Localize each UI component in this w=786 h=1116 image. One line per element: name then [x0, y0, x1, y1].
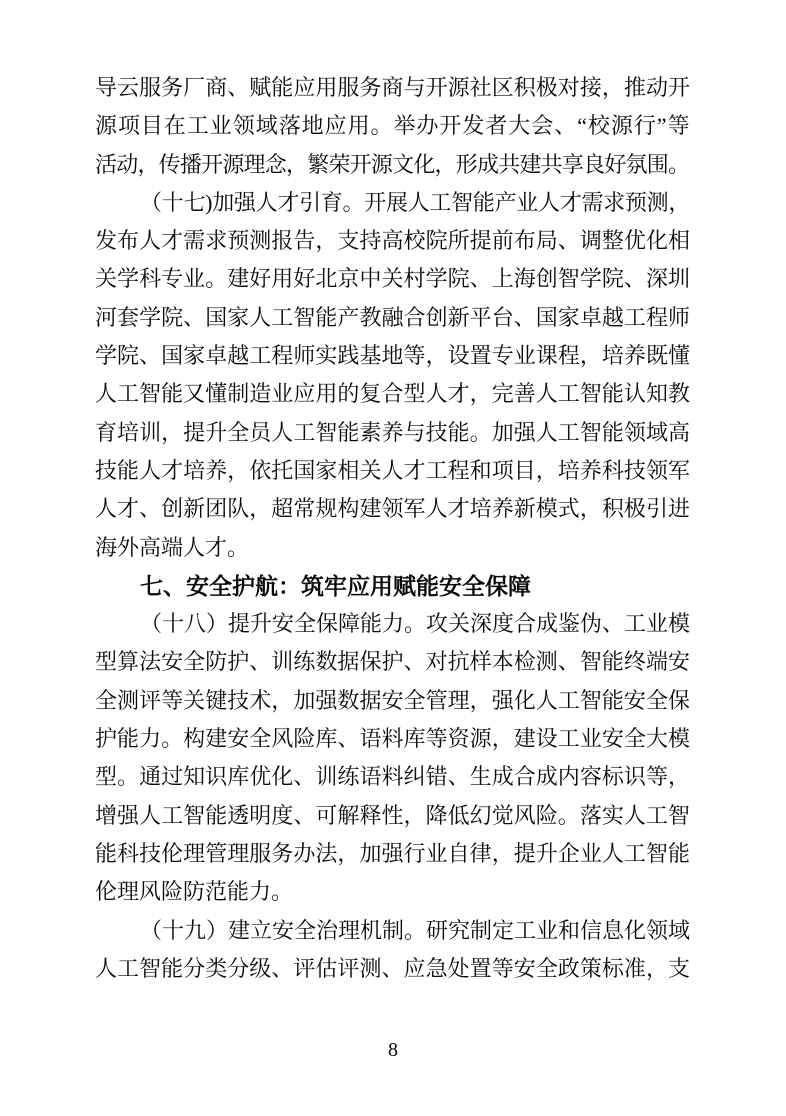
section-heading: 七、安全护航：筑牢应用赋能安全保障: [140, 572, 531, 599]
text-line: 能科技伦理管理服务办法，加强行业自律，提升企业人工智能: [95, 840, 691, 866]
text-line: 海外高端人才。: [95, 534, 250, 560]
text-line: 护能力。构建安全风险库、语料库等资源，建设工业安全大模: [95, 726, 691, 752]
text-line: 发布人才需求预测报告，支持高校院所提前布局、调整优化相: [95, 228, 691, 254]
text-line: （十九）建立安全治理机制。研究制定工业和信息化领域: [140, 917, 691, 943]
text-line: 技能人才培养，依托国家相关人才工程和项目，培养科技领军: [95, 457, 691, 483]
text-line: 伦理风险防范能力。: [95, 879, 294, 905]
text-line: 人工智能分类分级、评估评测、应急处置等安全政策标准，支: [95, 955, 691, 981]
text-line: 河套学院、国家人工智能产教融合创新平台、国家卓越工程师: [95, 304, 691, 330]
text-line: 育培训，提升全员人工智能素养与技能。加强人工智能领域高: [95, 419, 691, 445]
text-line: 型。通过知识库优化、训练语料纠错、生成合成内容标识等，: [95, 764, 691, 790]
text-line: 关学科专业。建好用好北京中关村学院、上海创智学院、深圳: [95, 266, 691, 292]
text-line: （十七)加强人才引育。开展人工智能产业人才需求预测，: [140, 189, 691, 215]
text-line: 型算法安全防护、训练数据保护、对抗样本检测、智能终端安: [95, 649, 691, 675]
text-line: 导云服务厂商、赋能应用服务商与开源社区积极对接，推动开: [95, 75, 691, 100]
text-line: 学院、国家卓越工程师实践基地等，设置专业课程，培养既懂: [95, 343, 691, 369]
page-number: 8: [388, 1039, 398, 1061]
text-line: 人工智能又懂制造业应用的复合型人才，完善人工智能认知教: [95, 381, 691, 407]
text-line: （十八）提升安全保障能力。攻关深度合成鉴伪、工业模: [140, 611, 691, 637]
text-line: 人才、创新团队，超常规构建领军人才培养新模式，积极引进: [95, 496, 691, 522]
text-line: 活动，传播开源理念，繁荣开源文化，形成共建共享良好氛围。: [95, 151, 690, 177]
text-block: [95, 69, 690, 988]
text-line: 全测评等关键技术，加强数据安全管理，强化人工智能安全保: [95, 687, 691, 713]
text-line: 源项目在工业领域落地应用。举办开发者大会、“校源行”等: [95, 113, 691, 139]
text-line: 增强人工智能透明度、可解释性，降低幻觉风险。落实人工智: [95, 802, 691, 828]
